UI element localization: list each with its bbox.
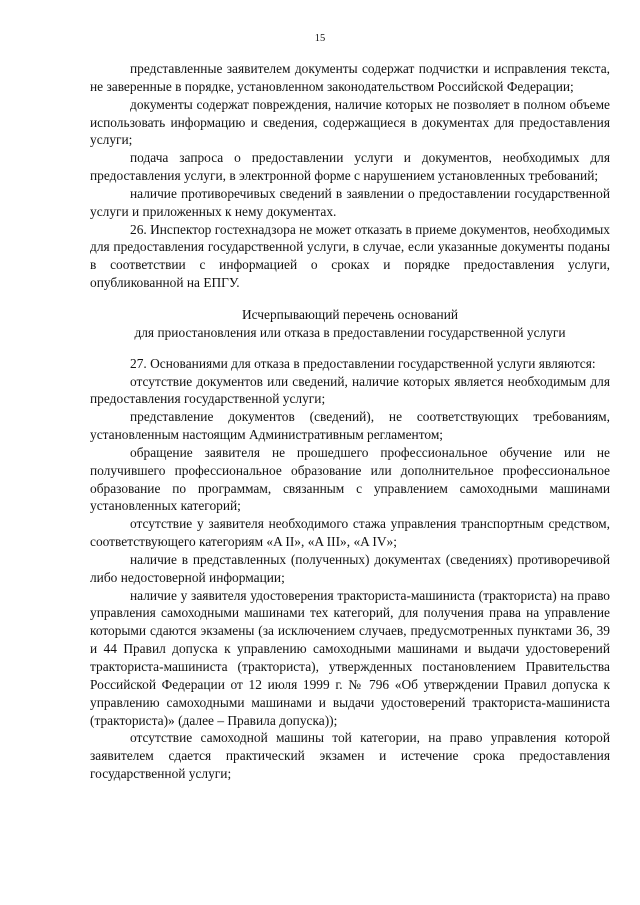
paragraph-false-information: наличие в представленных (полученных) документах (сведениях) противоречивой либо недостоверной информации; — [90, 551, 610, 585]
paragraph-noncompliant-documents: представление документов (сведений), не соответствующих требованиям, установленным настоящим Административным регламентом; — [90, 409, 610, 443]
paragraph-damaged-documents: документы содержат повреждения, наличие которых не позволяет в полном объеме использовать информацию и сведения, содержащиеся в документах для предоставления услуги; — [90, 96, 610, 148]
paragraph-no-experience: отсутствие у заявителя необходимого стажа управления транспортным средством, соответствующего категориям «A II», «A III», «A IV»; — [90, 516, 610, 550]
paragraph-electronic-request: подача запроса о предоставлении услуги и документов, необходимых для предоставления услуги, в электронной форме с нарушением установленных требований; — [90, 150, 610, 184]
paragraph-existing-license: наличие у заявителя удостоверения тракториста-машиниста (тракториста) на право управления самоходными машинами тех категорий, для получения права на управление которыми сдаются экзамены (за исключением случаев, предусмотренных пунктами 36, 39 и 44 Правил допуска к управлению самоходными машинами и выдачи удостоверений тракториста-машиниста (тракториста), утвержденных постановлением Правительства Российской Федерации от 12 июля 1999 г. № 796 «Об утверждении Правил допуска к управлению самоходными машинами и выдачи удостоверений тракториста-машиниста (тракториста)» (далее – Правила допуска)); — [90, 587, 610, 728]
paragraph-clause-27: 27. Основаниями для отказа в предоставлении государственной услуги являются: — [130, 355, 596, 371]
paragraph-contradictory-info: наличие противоречивых сведений в заявлении о предоставлении государственной услуги и приложенных к нему документах. — [90, 185, 610, 219]
page-content — [90, 60, 610, 783]
paragraph-no-training: обращение заявителя не прошедшего профессиональное обучение или не получившего профессиональное образование или дополнительное профессиональное образование по программам, связанным с управлением самоходными машинами установленных категорий; — [90, 444, 610, 514]
paragraph-corrections: представленные заявителем документы содержат подчистки и исправления текста, не заверенные в порядке, установленном законодательством Российской Федерации; — [90, 61, 610, 94]
paragraph-missing-documents: отсутствие документов или сведений, наличие которых является необходимым для предоставления государственной услуги; — [90, 373, 610, 407]
section-heading — [90, 306, 610, 342]
section-heading-line-2: для приостановления или отказа в предоставлении государственной услуги — [134, 324, 566, 340]
paragraph-no-machine: отсутствие самоходной машины той категории, на право управления которой заявителем сдается практический экзамен и истечение срока предоставления государственной услуги; — [90, 730, 610, 782]
page-number: 15 — [314, 33, 326, 44]
paragraph-clause-26: 26. Инспектор гостехнадзора не может отказать в приеме документов, необходимых для предоставления государственной услуги, в случае, если указанные документы поданы в соответствии с информацией о сроках и порядке предоставления услуги, опубликованной на ЕПГУ. — [90, 221, 610, 291]
section-heading-line-1: Исчерпывающий перечень оснований — [241, 306, 459, 322]
